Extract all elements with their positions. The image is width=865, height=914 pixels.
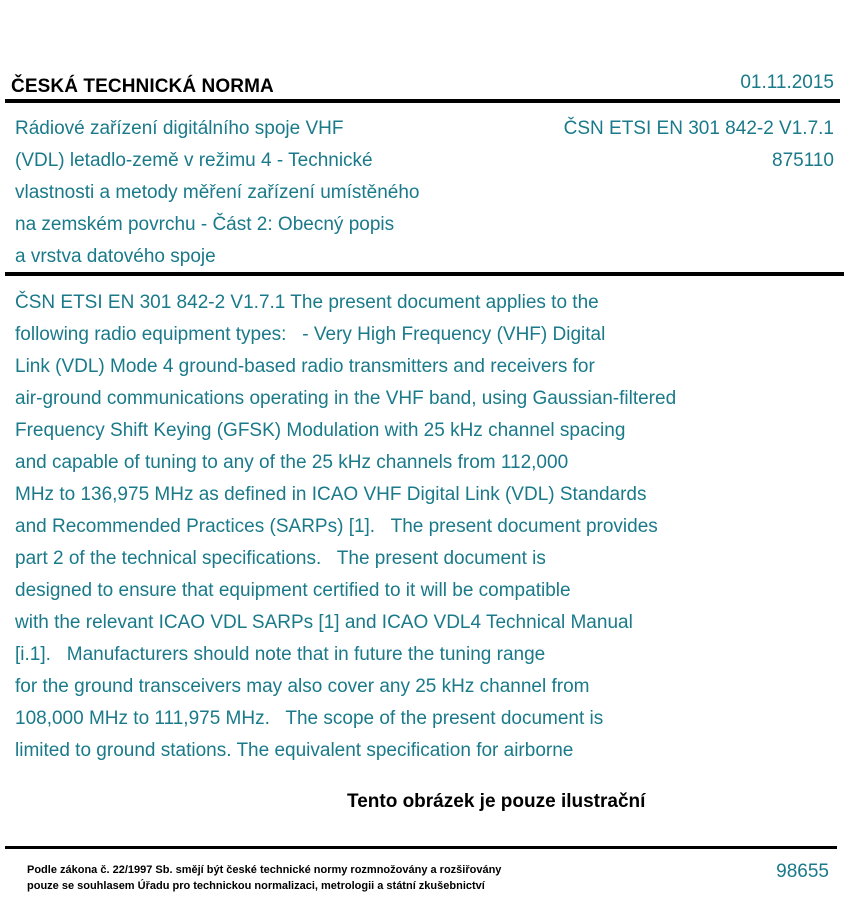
abstract-line: ČSN ETSI EN 301 842-2 V1.7.1 The present document applies to the: [15, 292, 599, 313]
footer-divider: [5, 846, 837, 849]
standard-title-line: a vrstva datového spoje: [15, 246, 216, 267]
abstract-line: following radio equipment types: - Very High Frequency (VHF) Digital: [15, 324, 606, 345]
abstract-line: MHz to 136,975 MHz as defined in ICAO VHF Digital Link (VDL) Standards: [15, 484, 647, 505]
standard-codes: [564, 113, 834, 177]
header-divider: [5, 99, 840, 103]
abstract-line: Link (VDL) Mode 4 ground-based radio transmitters and receivers for: [15, 356, 595, 377]
footer-legal-line: pouze se souhlasem Úřadu pro technickou normalizaci, metrologii a státní zkušebnictví: [27, 880, 485, 892]
header-date: 01.11.2015: [740, 72, 834, 93]
footer-legal-notice: [27, 862, 501, 894]
standard-title-line: Rádiové zařízení digitálního spoje VHF: [15, 118, 344, 139]
abstract-line: and Recommended Practices (SARPs) [1]. The present document provides: [15, 516, 658, 537]
standard-designation: ČSN ETSI EN 301 842-2 V1.7.1: [563, 118, 834, 139]
title-divider: [5, 272, 844, 276]
abstract-line: air-ground communications operating in the VHF band, using Gaussian-filtered: [15, 388, 677, 409]
header-title: ČESKÁ TECHNICKÁ NORMA: [11, 76, 274, 97]
class-number: 875110: [772, 150, 834, 171]
abstract-line: with the relevant ICAO VDL SARPs [1] and ICAO VDL4 Technical Manual: [15, 612, 633, 633]
abstract-text: [15, 287, 855, 767]
illustration-note: Tento obrázek je pouze ilustrační: [347, 791, 646, 812]
abstract-line: and capable of tuning to any of the 25 kHz channels from 112,000: [15, 452, 569, 473]
abstract-line: for the ground transceivers may also cover any 25 kHz channel from: [15, 676, 590, 697]
footer-legal-line: Podle zákona č. 22/1997 Sb. smějí být české technické normy rozmnožovány a rozšiřovány: [27, 864, 502, 876]
abstract-line: limited to ground stations. The equivalent specification for airborne: [15, 740, 574, 761]
standard-title-line: vlastnosti a metody měření zařízení umístěného: [15, 182, 420, 203]
abstract-line: [i.1]. Manufacturers should note that in future the tuning range: [15, 644, 546, 665]
abstract-line: Frequency Shift Keying (GFSK) Modulation with 25 kHz channel spacing: [15, 420, 626, 441]
standard-title-line: (VDL) letadlo-země v režimu 4 - Technické: [15, 150, 373, 171]
standard-title-line: na zemském povrchu - Část 2: Obecný popis: [15, 214, 395, 235]
abstract-line: designed to ensure that equipment certified to it will be compatible: [15, 580, 571, 601]
footer-number: 98655: [776, 861, 829, 882]
standard-title: [15, 113, 485, 273]
abstract-line: 108,000 MHz to 111,975 MHz. The scope of the present document is: [15, 708, 604, 729]
abstract-line: part 2 of the technical specifications. The present document is: [15, 548, 546, 569]
